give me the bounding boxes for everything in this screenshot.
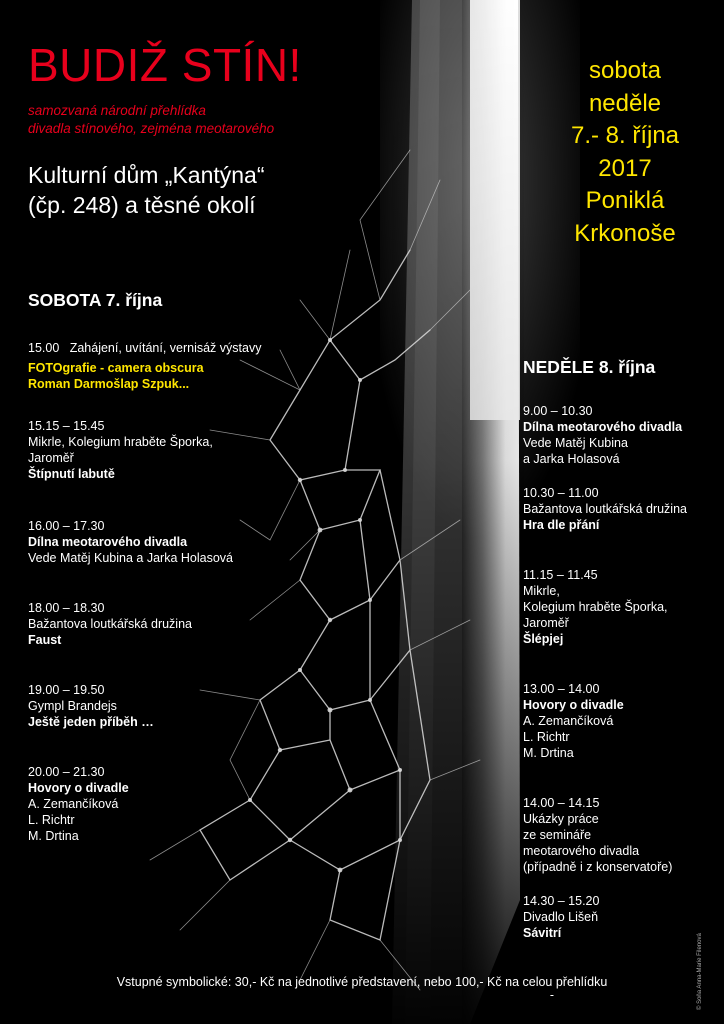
event-time: 11.15 – 11.45 (523, 568, 598, 582)
exhibition-title: FOTOgrafie - camera obscura (28, 361, 204, 375)
event-title: Hovory o divadle (523, 698, 624, 712)
event-person: A. Zemančíková (28, 797, 119, 811)
admission-text: Vstupné symbolické: 30,- Kč na jednotlivé představení, nebo 100,- Kč na celou přehlídku (116, 975, 608, 989)
event-title: Dílna meotarového divadla (523, 420, 683, 434)
event-person: L. Richtr (523, 730, 570, 744)
event-description: Zahájení, uvítání, vernisáž výstavy (69, 341, 262, 355)
event-title: Hovory o divadle (28, 781, 129, 795)
event-time: 9.00 – 10.30 (523, 404, 593, 418)
event-time: 14.00 – 14.15 (523, 796, 600, 810)
schedule-item (28, 340, 261, 392)
event-performer: a Jarka Holasová (523, 452, 620, 466)
schedule-item (28, 518, 233, 566)
event-description: Ukázky práce (523, 812, 599, 826)
event-person: A. Zemančíková (523, 714, 614, 728)
event-description: meotarového divadla (523, 844, 640, 858)
event-title: Dílna meotarového divadla (28, 535, 188, 549)
subtitle-line: divadla stínového, zejména meotarového (28, 121, 275, 136)
schedule-item (28, 764, 129, 844)
event-title: Faust (28, 633, 62, 647)
event-title: Šlépjej (523, 632, 564, 646)
event-performer: Gympl Brandejs (28, 699, 117, 713)
event-description: (případně i z konservatoře) (523, 860, 673, 874)
poster-subtitle (28, 102, 274, 138)
exhibition-author: Roman Darmošlap Szpuk... (28, 377, 190, 391)
event-performer: Bažantova loutkářská družina (523, 502, 687, 516)
event-time: 10.30 – 11.00 (523, 486, 599, 500)
photo-credit: © Soňa Anna-Marie Filenová (697, 933, 703, 1010)
schedule-item (28, 418, 213, 482)
event-performer: Jaroměř (523, 616, 569, 630)
subtitle-line: samozvaná národní přehlídka (28, 103, 206, 118)
schedule-item (523, 403, 682, 467)
date-block (545, 55, 705, 250)
date-line: Krkonoše (574, 219, 676, 247)
event-time: 13.00 – 14.00 (523, 682, 600, 696)
event-performer: Bažantova loutkářská družina (28, 617, 192, 631)
event-performer: Vede Matěj Kubina (523, 436, 628, 450)
event-title: Štípnutí labutě (28, 467, 115, 481)
event-time: 19.00 – 19.50 (28, 683, 105, 697)
date-line: neděle (588, 89, 662, 117)
event-title: Hra dle přání (523, 518, 600, 532)
event-time: 18.00 – 18.30 (28, 601, 105, 615)
event-performer: Mikrle, Kolegium hraběte Šporka, (28, 435, 213, 449)
date-line: 2017 (598, 154, 652, 182)
venue-line: (čp. 248) a těsné okolí (28, 192, 256, 218)
event-time: 14.30 – 15.20 (523, 894, 600, 908)
event-person: L. Richtr (28, 813, 75, 827)
date-line: Poniklá (585, 187, 665, 214)
event-title: Sávitrí (523, 926, 562, 940)
schedule-item (523, 681, 624, 761)
poster-title: BUDIŽ STÍN! (28, 39, 302, 91)
admission-footer (0, 975, 724, 1001)
event-performer: Vede Matěj Kubina a Jarka Holasová (28, 551, 233, 565)
event-time: 15.00 (28, 341, 60, 355)
venue (28, 160, 265, 220)
event-performer: Mikrle, (523, 584, 560, 598)
event-time: 20.00 – 21.30 (28, 765, 105, 779)
event-title: Ještě jeden příběh … (28, 715, 154, 729)
sunday-heading: NEDĚLE 8. října (523, 357, 656, 377)
event-person: M. Drtina (523, 746, 574, 760)
event-time: 16.00 – 17.30 (28, 519, 105, 533)
event-time: 15.15 – 15.45 (28, 419, 105, 433)
schedule-item (523, 485, 687, 533)
event-description: ze semináře (523, 828, 592, 842)
event-performer: Divadlo Lišeň (523, 910, 599, 924)
date-line: sobota (588, 57, 662, 84)
schedule-item (523, 893, 599, 941)
schedule-item (28, 600, 192, 648)
schedule-item (523, 795, 672, 875)
event-person: M. Drtina (28, 829, 79, 843)
venue-line: Kulturní dům „Kantýna“ (28, 162, 265, 188)
saturday-heading: SOBOTA 7. října (28, 290, 163, 310)
schedule-item (28, 682, 154, 730)
event-performer: Kolegium hraběte Šporka, (523, 600, 668, 614)
schedule-item (523, 567, 668, 647)
event-performer: Jaroměř (28, 451, 74, 465)
date-line: 7.- 8. října (570, 122, 680, 149)
footer-dash: - (549, 988, 555, 1002)
